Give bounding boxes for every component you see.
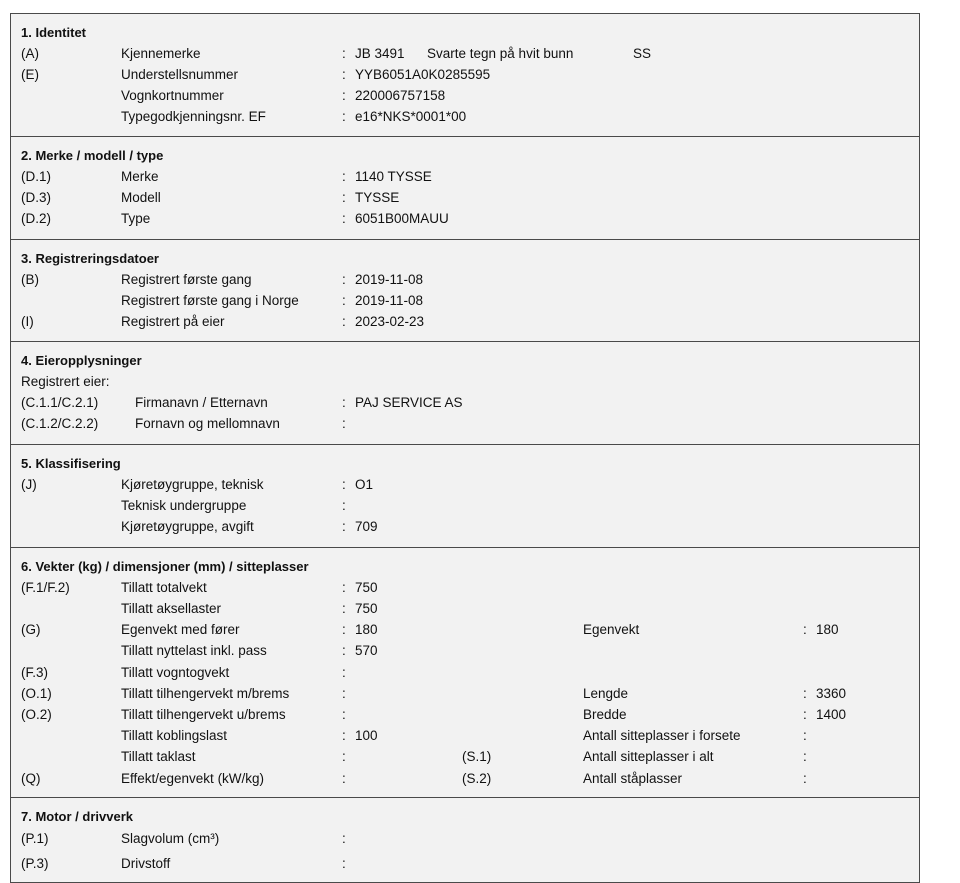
field-code: (P.3)	[21, 856, 49, 871]
colon-separator: :	[342, 728, 346, 743]
field-label-type: Type	[121, 211, 151, 226]
field-label-teknisk-undergruppe: Teknisk undergruppe	[121, 498, 247, 513]
colon-separator: :	[342, 749, 346, 764]
plate-code: SS	[633, 46, 652, 61]
colon-separator: :	[342, 643, 346, 658]
field-label-effekt-egenvekt-kw-kg: Effekt/egenvekt (kW/kg)	[121, 771, 265, 786]
section-3	[11, 239, 919, 341]
field-label-tillatt-totalvekt: Tillatt totalvekt	[121, 580, 207, 595]
field-row	[11, 770, 919, 788]
colon-separator: :	[342, 169, 346, 184]
field-code: (O.2)	[21, 707, 52, 722]
field-row	[11, 45, 919, 63]
colon-separator: :	[342, 771, 346, 786]
field-label-tillatt-vogntogvekt: Tillatt vogntogvekt	[121, 665, 230, 680]
field-code: (D.1)	[21, 169, 51, 184]
field-row	[11, 292, 919, 310]
field-label-fornavn-og-mellomnavn: Fornavn og mellomnavn	[135, 416, 280, 431]
field-value: 100	[355, 728, 378, 743]
field-code-secondary: (S.1)	[462, 749, 492, 764]
field-row	[11, 621, 919, 639]
field-value: 750	[355, 601, 378, 616]
field-code: (A)	[21, 46, 39, 61]
field-row	[11, 108, 919, 126]
field-label-registrert-f-rste-gang-i-norge: Registrert første gang i Norge	[121, 293, 299, 308]
field-row	[11, 415, 919, 433]
field-row	[11, 476, 919, 494]
field-code: (C.1.1/C.2.1)	[21, 395, 99, 410]
field-row	[11, 830, 919, 848]
field-label-drivstoff: Drivstoff	[121, 856, 171, 871]
field-value: 1140 TYSSE	[355, 169, 432, 184]
section-6	[11, 547, 919, 797]
section-7	[11, 797, 919, 882]
section-subheading	[11, 373, 919, 391]
section-heading: 2. Merke / modell / type	[21, 148, 164, 163]
field-label-antall-sitteplasser-i-forsete: Antall sitteplasser i forsete	[583, 728, 741, 743]
field-row	[11, 706, 919, 724]
field-code-secondary: (S.2)	[462, 771, 492, 786]
colon-separator: :	[342, 272, 346, 287]
field-row	[11, 664, 919, 682]
subheading-text: Registrert eier:	[21, 374, 110, 389]
field-code: (J)	[21, 477, 37, 492]
section-heading: 4. Eieropplysninger	[21, 353, 142, 368]
field-label-antall-sitteplasser-i-alt: Antall sitteplasser i alt	[583, 749, 714, 764]
field-label-tillatt-aksellaster: Tillatt aksellaster	[121, 601, 222, 616]
field-code: (F.3)	[21, 665, 48, 680]
field-code: (D.2)	[21, 211, 51, 226]
field-row	[11, 189, 919, 207]
section-1	[11, 14, 919, 136]
field-code: (P.1)	[21, 831, 49, 846]
field-label-tillatt-koblingslast: Tillatt koblingslast	[121, 728, 228, 743]
field-row	[11, 518, 919, 536]
colon-separator: :	[342, 686, 346, 701]
colon-separator: :	[342, 46, 346, 61]
field-label-tillatt-taklast: Tillatt taklast	[121, 749, 196, 764]
colon-separator: :	[803, 686, 807, 701]
section-heading: 6. Vekter (kg) / dimensjoner (mm) / sitteplasser	[21, 559, 309, 574]
field-label-antall-sta-plasser: Antall ståplasser	[583, 771, 683, 786]
colon-separator: :	[803, 771, 807, 786]
section-heading: 7. Motor / drivverk	[21, 809, 133, 824]
colon-separator: :	[342, 665, 346, 680]
field-row	[11, 394, 919, 412]
field-label-typegodkjenningsnr-ef: Typegodkjenningsnr. EF	[121, 109, 266, 124]
field-label-registrert-pa-eier: Registrert på eier	[121, 314, 225, 329]
field-row	[11, 579, 919, 597]
colon-separator: :	[342, 622, 346, 637]
field-value: 6051B00MAUU	[355, 211, 449, 226]
section-4	[11, 341, 919, 444]
section-heading: 1. Identitet	[21, 25, 87, 40]
colon-separator: :	[342, 580, 346, 595]
field-code: (F.1/F.2)	[21, 580, 70, 595]
field-row	[11, 497, 919, 515]
field-label-firmanavn-etternavn: Firmanavn / Etternavn	[135, 395, 268, 410]
field-label-egenvekt: Egenvekt	[583, 622, 640, 637]
colon-separator: :	[342, 314, 346, 329]
colon-separator: :	[342, 498, 346, 513]
field-row	[11, 748, 919, 766]
field-label-tillatt-tilhengervekt-u-brems: Tillatt tilhengervekt u/brems	[121, 707, 286, 722]
field-code: (Q)	[21, 771, 41, 786]
colon-separator: :	[803, 707, 807, 722]
field-label-slagvolum-cm: Slagvolum (cm³)	[121, 831, 220, 846]
colon-separator: :	[803, 622, 807, 637]
colon-separator: :	[803, 749, 807, 764]
field-row	[11, 642, 919, 660]
field-value-secondary: 3360	[816, 686, 847, 701]
colon-separator: :	[342, 477, 346, 492]
field-value: 2019-11-08	[355, 272, 424, 287]
field-label-registrert-f-rste-gang: Registrert første gang	[121, 272, 252, 287]
field-code: (B)	[21, 272, 39, 287]
field-row	[11, 727, 919, 745]
field-value: 180	[355, 622, 378, 637]
plate-description: Svarte tegn på hvit bunn	[427, 46, 574, 61]
field-row	[11, 313, 919, 331]
colon-separator: :	[342, 856, 346, 871]
colon-separator: :	[342, 67, 346, 82]
field-label-kjennemerke: Kjennemerke	[121, 46, 201, 61]
field-row	[11, 210, 919, 228]
field-code: (O.1)	[21, 686, 52, 701]
colon-separator: :	[342, 293, 346, 308]
colon-separator: :	[342, 190, 346, 205]
field-value: JB 3491	[355, 46, 405, 61]
field-label-merke: Merke	[121, 169, 159, 184]
colon-separator: :	[803, 728, 807, 743]
field-row	[11, 600, 919, 618]
section-2	[11, 136, 919, 239]
field-value: 220006757158	[355, 88, 446, 103]
field-value: O1	[355, 477, 374, 492]
section-5	[11, 444, 919, 547]
field-label-egenvekt-med-f-rer: Egenvekt med fører	[121, 622, 240, 637]
field-row	[11, 855, 919, 873]
colon-separator: :	[342, 707, 346, 722]
colon-separator: :	[342, 109, 346, 124]
field-label-bredde: Bredde	[583, 707, 627, 722]
colon-separator: :	[342, 519, 346, 534]
colon-separator: :	[342, 395, 346, 410]
field-value: 2023-02-23	[355, 314, 425, 329]
field-row	[11, 685, 919, 703]
field-value: 2019-11-08	[355, 293, 424, 308]
field-row	[11, 87, 919, 105]
field-label-kj-ret-ygruppe-teknisk: Kjøretøygruppe, teknisk	[121, 477, 264, 492]
field-value: 750	[355, 580, 378, 595]
colon-separator: :	[342, 88, 346, 103]
field-label-lengde: Lengde	[583, 686, 629, 701]
field-value-secondary: 180	[816, 622, 839, 637]
field-value: e16*NKS*0001*00	[355, 109, 467, 124]
field-code: (E)	[21, 67, 39, 82]
colon-separator: :	[342, 601, 346, 616]
field-value: YYB6051A0K0285595	[355, 67, 491, 82]
field-label-understellsnummer: Understellsnummer	[121, 67, 239, 82]
section-heading: 5. Klassifisering	[21, 456, 121, 471]
field-label-tillatt-nyttelast-inkl-pass: Tillatt nyttelast inkl. pass	[121, 643, 267, 658]
vehicle-registration-document	[10, 13, 920, 883]
field-row	[11, 271, 919, 289]
field-label-kj-ret-ygruppe-avgift: Kjøretøygruppe, avgift	[121, 519, 254, 534]
field-label-tillatt-tilhengervekt-m-brems: Tillatt tilhengervekt m/brems	[121, 686, 290, 701]
field-code: (D.3)	[21, 190, 51, 205]
field-value: PAJ SERVICE AS	[355, 395, 463, 410]
field-label-modell: Modell	[121, 190, 161, 205]
section-heading: 3. Registreringsdatoer	[21, 251, 159, 266]
colon-separator: :	[342, 416, 346, 431]
field-code: (I)	[21, 314, 34, 329]
colon-separator: :	[342, 211, 346, 226]
field-code: (G)	[21, 622, 41, 637]
field-value: TYSSE	[355, 190, 400, 205]
field-row	[11, 168, 919, 186]
field-value: 709	[355, 519, 378, 534]
field-value: 570	[355, 643, 378, 658]
field-row	[11, 66, 919, 84]
field-label-vognkortnummer: Vognkortnummer	[121, 88, 224, 103]
field-code: (C.1.2/C.2.2)	[21, 416, 99, 431]
field-value-secondary: 1400	[816, 707, 847, 722]
colon-separator: :	[342, 831, 346, 846]
